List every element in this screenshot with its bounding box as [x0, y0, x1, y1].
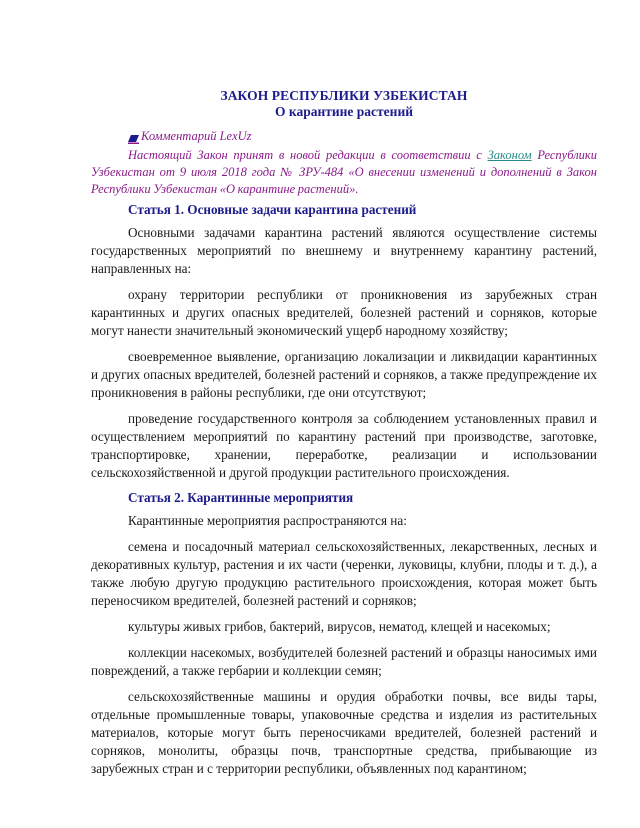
comment-text-before: Настоящий Закон принят в новой редакции в соответствии с	[128, 148, 488, 162]
article-paragraph: культуры живых грибов, бактерий, вирусов, нематод, клещей и насекомых;	[128, 619, 551, 634]
article-paragraph: семена и посадочный материал сельскохозяйственных, лекарственных, лесных и декоративных культур, растения и их части (черенки, луковицы, клубни, плоды и т. д.), а также любую другую продукцию растительного происхождения, которая может быть переносчиком вредителей, болезней растений и сорняков;	[91, 539, 597, 608]
article-heading: Статья 1. Основные задачи карантина растений	[128, 202, 417, 217]
article-paragraph: сельскохозяйственные машины и орудия обработки почвы, все виды тары, отдельные промышленные товары, упаковочные средства и изделия из растительных материалов, которые могут быть переносчиками вредителей, болезней растений и сорняков, монолиты, образцы почв, транспортные средства, прибывающие из зарубежных стран и с территории республики, объявленных под карантином;	[91, 689, 597, 776]
article-paragraph: своевременное выявление, организацию локализации и ликвидации карантинных и других опасных вредителей, болезней растений и сорняков, а также предупреждение их проникновения в районы республики, где они отсутствуют;	[91, 349, 597, 400]
article-paragraph: охрану территории республики от проникновения из зарубежных стран карантинных и других опасных вредителей, болезней растений и сорняков, которые могут нанести значительный экономический ущерб народному хозяйству;	[91, 287, 597, 338]
article-heading: Статья 2. Карантинные мероприятия	[128, 490, 354, 505]
law-title: ЗАКОН РЕСПУБЛИКИ УЗБЕКИСТАН	[220, 88, 468, 103]
comment-body	[91, 147, 597, 198]
article-paragraph: проведение государственного контроля за соблюдением установленных правил и осуществлением мероприятий по карантину растений при производстве, заготовке, транспортировке, хранении, переработке, реализации и использовании сельскохозяйственной и другой продукции растительного происхождения.	[91, 411, 597, 480]
article-1	[91, 202, 597, 482]
article-2	[91, 490, 597, 778]
article-paragraph: Карантинные мероприятия распространяются на:	[128, 513, 407, 528]
article-paragraph: коллекции насекомых, возбудителей болезней растений и образцы наносимых ими повреждений, а также гербарии и коллекции семян;	[91, 645, 597, 678]
comment-flag-icon	[128, 132, 139, 141]
comment-label: Комментарий LexUz	[141, 129, 252, 143]
document-page	[91, 88, 597, 786]
law-reference-link[interactable]: Законом	[487, 148, 532, 162]
article-paragraph: Основными задачами карантина растений являются осуществление системы государственных мероприятий по внешнему и внутреннему карантину растений, направленных на:	[91, 225, 597, 276]
law-subtitle: О карантине растений	[275, 104, 413, 119]
lexuz-comment-header[interactable]	[91, 128, 597, 144]
comment-text-after: Республики Узбекистан от 9 июля 2018 года № ЗРУ-484 «О внесении изменений и дополнений в Закон Республики Узбекистан «О карантине растений».	[91, 148, 597, 196]
